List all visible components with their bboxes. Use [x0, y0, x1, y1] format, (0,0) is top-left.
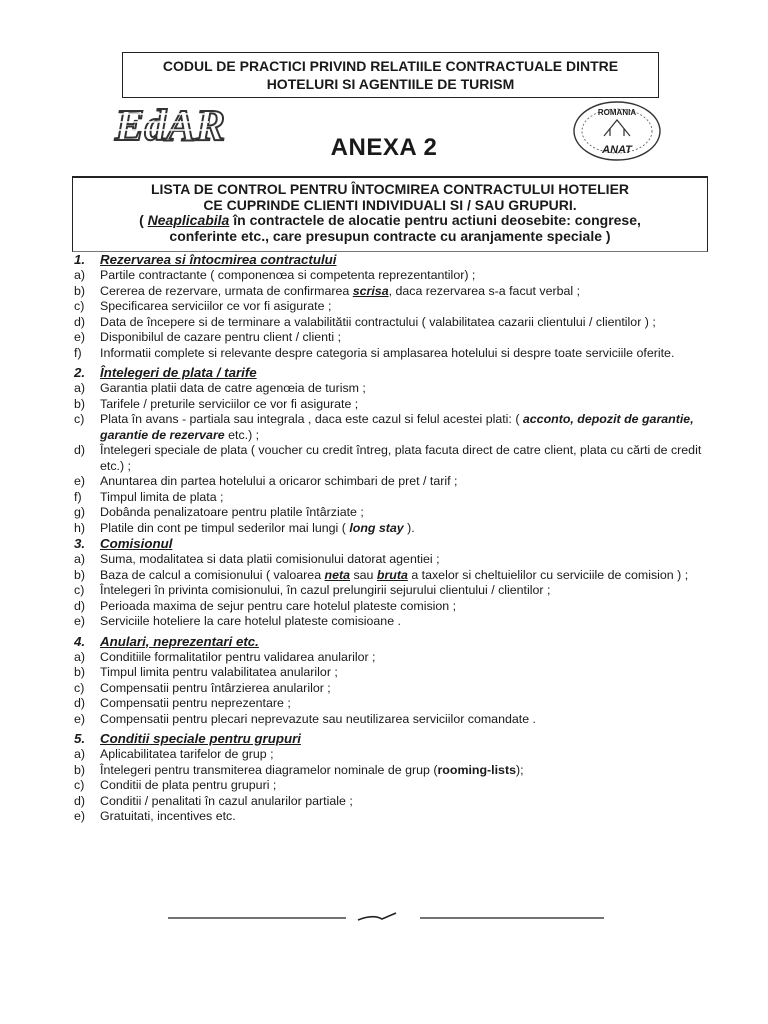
list-item — [74, 268, 704, 284]
item-label: c) — [74, 583, 85, 597]
item-text: Compensatii pentru neprezentare ; — [100, 696, 291, 710]
list-item — [74, 315, 704, 331]
list-item — [74, 346, 704, 362]
checklist-header-box — [72, 176, 708, 252]
list-item — [74, 712, 704, 728]
item-text: Conditiile formalitatilor pentru validarea anularilor ; — [100, 649, 376, 664]
item-text: Compensatii pentru întârzierea anularilor ; — [100, 680, 331, 695]
item-label: b) — [74, 567, 86, 582]
item-text: Serviciile hoteliere la care hotelul plateste comisioane . — [100, 614, 401, 628]
section-title-text: Întelegeri de plata / tarife — [100, 365, 257, 380]
header-line-3 — [73, 213, 707, 229]
item-text-emphasis: rooming-lists — [437, 762, 516, 777]
item-text-pre: Baza de calcul a comisionului ( valoarea — [100, 567, 325, 582]
section-3 — [74, 536, 704, 630]
list-item — [74, 284, 704, 300]
list-item — [74, 505, 704, 521]
item-label: e) — [74, 330, 86, 344]
item-text: Partile contractante ( componenœa si competenta reprezentantilor) ; — [100, 268, 476, 282]
item-label: h) — [74, 520, 86, 535]
item-text: Garantia platii data de catre agenœia de turism ; — [100, 381, 366, 395]
section-title-text: Anulari, neprezentari etc. — [100, 633, 259, 649]
section-number: 3. — [74, 536, 86, 551]
item-text-post: ). — [403, 520, 415, 535]
header-not-applicable: Neaplicabila — [147, 212, 230, 228]
list-item — [74, 794, 704, 810]
document-title-line-1: CODUL DE PRACTICI PRIVIND RELATIILE CONTRACTUALE DINTRE — [162, 58, 619, 74]
item-text-pre: Plata în avans - partiala sau integrala , daca este cazul si felul acestei plati: ( — [100, 412, 523, 426]
anat-seal-top-text: ROMANIA — [597, 108, 637, 117]
item-text — [100, 412, 704, 443]
signature-line — [168, 910, 604, 926]
item-text — [100, 568, 704, 584]
header-line-2: CE CUPRINDE CLIENTI INDIVIDUALI SI / SAU GRUPURI. — [203, 196, 577, 213]
item-text-emphasis: acconto, depozit de garantie, garantie de rezervare — [100, 412, 694, 442]
edar-logo-text: EdAR — [115, 101, 226, 150]
item-text — [100, 763, 704, 779]
item-label: d) — [74, 696, 86, 710]
item-label: d) — [74, 598, 86, 613]
section-title-text: Conditii speciale pentru grupuri — [100, 731, 301, 746]
item-text-post: , daca rezervarea s-a facut verbal ; — [388, 283, 581, 298]
section-1 — [74, 252, 704, 361]
item-text-post: etc.) ; — [224, 427, 260, 442]
section-title-text: Comisionul — [100, 536, 173, 551]
list-item — [74, 696, 704, 712]
item-text-post: a taxelor si cheltuielilor cu serviciile de comision ) ; — [407, 567, 689, 582]
item-label: e) — [74, 711, 86, 726]
header-line-4: conferinte etc., care presupun contracte cu aranjamente speciale ) — [169, 227, 611, 244]
list-item — [74, 681, 704, 697]
section-title — [74, 536, 704, 552]
item-label: e) — [74, 474, 86, 488]
item-text: Compensatii pentru plecari neprevazute sau neutilizarea serviciilor comandate . — [100, 711, 536, 726]
section-title — [74, 634, 704, 650]
header-line-3-rest: în contractele de alocatie pentru actiuni deosebite: congrese, — [229, 212, 641, 228]
item-label: d) — [74, 314, 86, 329]
item-text: Anuntarea din partea hotelului a oricaror schimbari de pret / tarif ; — [100, 474, 458, 488]
item-text: Conditii de plata pentru grupuri ; — [100, 778, 277, 792]
item-text-pre: Întelegeri pentru transmiterea diagramelor nominale de grup ( — [100, 762, 438, 777]
checklist-content — [74, 252, 704, 825]
item-text: Dobânda penalizatoare pentru platile întârziate ; — [100, 505, 364, 519]
item-text: Conditii / penalitati în cazul anularilor partiale ; — [100, 793, 353, 808]
item-label: b) — [74, 396, 86, 411]
item-text — [100, 521, 704, 537]
item-label: b) — [74, 283, 86, 298]
item-text: Gratuitati, incentives etc. — [100, 809, 236, 823]
header-line-3-open: ( — [139, 212, 148, 228]
section-title — [74, 731, 704, 747]
list-item — [74, 778, 704, 794]
document-title-line-2: HOTELURI SI AGENTIILE DE TURISM — [266, 76, 515, 92]
section-number: 1. — [74, 252, 86, 267]
item-text-pre: Platile din cont pe timpul sederilor mai lungi ( — [100, 520, 350, 535]
item-label: d) — [74, 793, 86, 808]
list-item — [74, 583, 704, 599]
item-text-emphasis-2: bruta — [376, 567, 408, 582]
item-text-pre: Cererea de rezervare, urmata de confirmarea — [100, 283, 353, 298]
item-text-post: ); — [515, 762, 524, 777]
item-text: Timpul limita pentru valabilitatea anularilor ; — [100, 665, 338, 679]
document-title-box — [122, 52, 659, 98]
item-text: Timpul limita de plata ; — [100, 489, 224, 504]
list-item — [74, 809, 704, 825]
section-title-text: Rezervarea si întocmirea contractului — [100, 252, 337, 267]
list-item — [74, 568, 704, 584]
item-text: Informatii complete si relevante despre categoria si amplasarea hotelului si despre toate serviciile oferite. — [100, 345, 675, 360]
annex-title: ANEXA 2 — [330, 134, 438, 161]
item-label: b) — [74, 762, 86, 777]
signature-mark-icon — [358, 913, 396, 920]
item-text: Disponibilul de cazare pentru client / clienti ; — [100, 330, 342, 344]
item-text-mid: sau — [350, 567, 377, 582]
item-label: e) — [74, 614, 86, 628]
item-label: a) — [74, 268, 86, 282]
item-label: f) — [74, 345, 82, 360]
item-text-emphasis: long stay — [349, 520, 404, 535]
section-title — [74, 252, 704, 268]
item-label: b) — [74, 665, 86, 679]
anat-seal-bottom-text: ANAT — [602, 144, 632, 156]
list-item — [74, 521, 704, 537]
list-item — [74, 443, 704, 474]
list-item — [74, 299, 704, 315]
item-text-emphasis: neta — [324, 567, 351, 582]
item-label: a) — [74, 381, 86, 395]
item-text: Tarifele / preturile serviciilor ce vor fi asigurate ; — [100, 396, 359, 411]
list-item — [74, 650, 704, 666]
list-item — [74, 665, 704, 681]
item-text: Data de începere si de terminare a valabilitătii contractului ( valabilitatea cazarii clientului / clientilor ) ; — [100, 314, 656, 329]
header-line-1: LISTA DE CONTROL PENTRU ÎNTOCMIREA CONTRACTULUI HOTELIER — [150, 181, 630, 197]
item-label: d) — [74, 443, 86, 457]
list-item — [74, 763, 704, 779]
section-number: 5. — [74, 731, 86, 746]
section-number: 4. — [74, 633, 86, 649]
section-5 — [74, 731, 704, 825]
item-label: e) — [74, 809, 86, 823]
list-item — [74, 330, 704, 346]
section-2 — [74, 365, 704, 536]
item-text: Suma, modalitatea si data platii comisionului datorat agentiei ; — [100, 552, 440, 566]
item-label: a) — [74, 649, 86, 664]
section-title — [74, 365, 704, 381]
item-text-emphasis: scrisa — [352, 283, 389, 298]
list-item — [74, 490, 704, 506]
list-item — [74, 397, 704, 413]
list-item — [74, 412, 704, 443]
item-text: Întelegeri speciale de plata ( voucher cu credit întreg, plata facuta direct de catre client, plata cu cărti de credit etc.) ; — [100, 443, 702, 473]
item-label: f) — [74, 489, 82, 504]
item-label: c) — [74, 778, 85, 792]
item-text: Specificarea serviciilor ce vor fi asigurate ; — [100, 299, 332, 313]
list-item — [74, 552, 704, 568]
item-label: a) — [74, 747, 86, 761]
section-number: 2. — [74, 365, 86, 380]
item-label: c) — [74, 680, 85, 695]
item-text: Întelegeri în privinta comisionului, în cazul prelungirii sejurului clientului / clientilor ; — [100, 583, 551, 597]
item-label: c) — [74, 299, 85, 313]
item-text: Perioada maxima de sejur pentru care hotelul plateste comision ; — [100, 598, 457, 613]
list-item — [74, 474, 704, 490]
item-text: Aplicabilitatea tarifelor de grup ; — [100, 747, 274, 761]
item-label: a) — [74, 552, 86, 566]
item-text — [100, 284, 704, 300]
list-item — [74, 747, 704, 763]
list-item — [74, 614, 704, 630]
item-label: c) — [74, 412, 85, 426]
list-item — [74, 599, 704, 615]
list-item — [74, 381, 704, 397]
item-label: g) — [74, 505, 86, 519]
section-4 — [74, 634, 704, 728]
